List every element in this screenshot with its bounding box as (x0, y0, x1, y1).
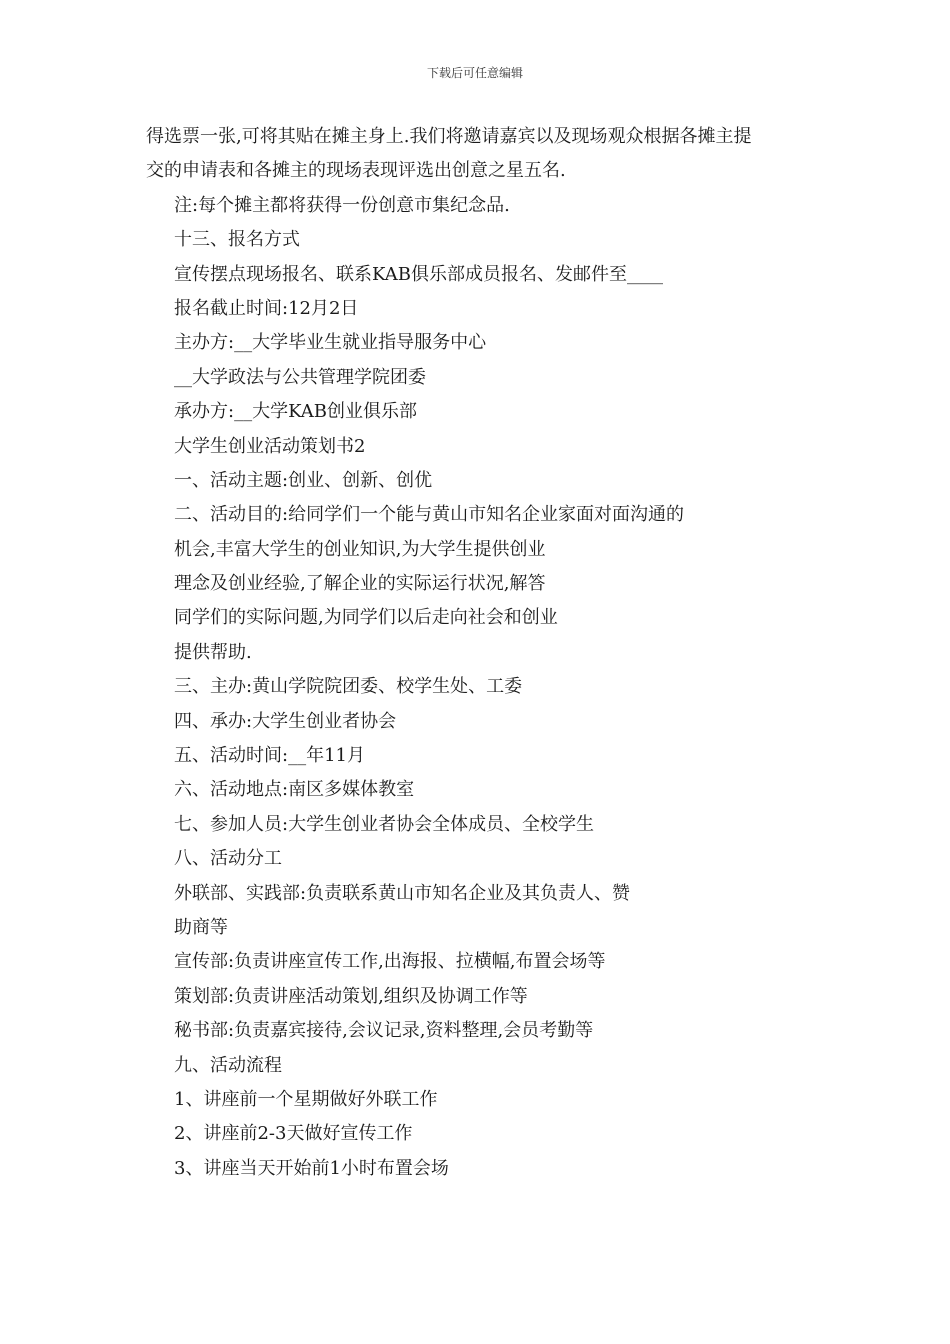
text-line: 2、讲座前2-3天做好宣传工作 (174, 1123, 413, 1145)
text-line: 五、活动时间:__年11月 (174, 745, 365, 767)
text-line: 四、承办:大学生创业者协会 (174, 710, 397, 732)
text-line: 八、活动分工 (174, 848, 282, 870)
text-line: 交的申请表和各摊主的现场表现评选出创意之星五名. (146, 160, 566, 182)
text-line: 策划部:负责讲座活动策划,组织及协调工作等 (174, 985, 528, 1007)
text-line: 十三、报名方式 (174, 229, 300, 251)
text-line: 一、活动主题:创业、创新、创优 (174, 469, 433, 491)
text-line: 秘书部:负责嘉宾接待,会议记录,资料整理,会员考勤等 (174, 1020, 594, 1042)
text-line: 外联部、实践部:负责联系黄山市知名企业及其负责人、赞 (174, 882, 631, 904)
text-line: 得选票一张,可将其贴在摊主身上.我们将邀请嘉宾以及现场观众根据各摊主提 (146, 126, 752, 147)
text-line: 三、主办:黄山学院院团委、校学生处、工委 (174, 676, 523, 698)
text-line: __大学政法与公共管理学院团委 (174, 366, 426, 388)
text-line: 机会,丰富大学生的创业知识,为大学生提供创业 (174, 538, 546, 560)
text-line: 1、讲座前一个星期做好外联工作 (174, 1088, 438, 1110)
text-line: 六、活动地点:南区多媒体教室 (174, 779, 415, 801)
text-line: 3、讲座当天开始前1小时布置会场 (174, 1157, 449, 1179)
text-line: 七、参加人员:大学生创业者协会全体成员、全校学生 (174, 813, 595, 835)
document-body (146, 120, 826, 1186)
text-line: 承办方:__大学KAB创业俱乐部 (174, 401, 418, 423)
text-line: 同学们的实际问题,为同学们以后走向社会和创业 (174, 607, 558, 629)
page-header: 下载后可任意编辑 (426, 66, 523, 80)
text-line: 理念及创业经验,了解企业的实际运行状况,解答 (174, 573, 546, 595)
text-line: 主办方:__大学毕业生就业指导服务中心 (174, 332, 487, 354)
text-line: 注:每个摊主都将获得一份创意市集纪念品. (174, 194, 510, 216)
text-line: 大学生创业活动策划书2 (174, 435, 366, 457)
text-line: 二、活动目的:给同学们一个能与黄山市知名企业家面对面沟通的 (174, 504, 685, 526)
text-line: 九、活动流程 (174, 1054, 282, 1076)
text-line: 提供帮助. (174, 641, 252, 663)
text-line: 报名截止时间:12月2日 (174, 297, 359, 319)
text-line: 助商等 (174, 916, 228, 938)
text-line: 宣传摆点现场报名、联系KAB俱乐部成员报名、发邮件至____ (174, 263, 663, 285)
text-line: 宣传部:负责讲座宣传工作,出海报、拉横幅,布置会场等 (174, 951, 606, 973)
